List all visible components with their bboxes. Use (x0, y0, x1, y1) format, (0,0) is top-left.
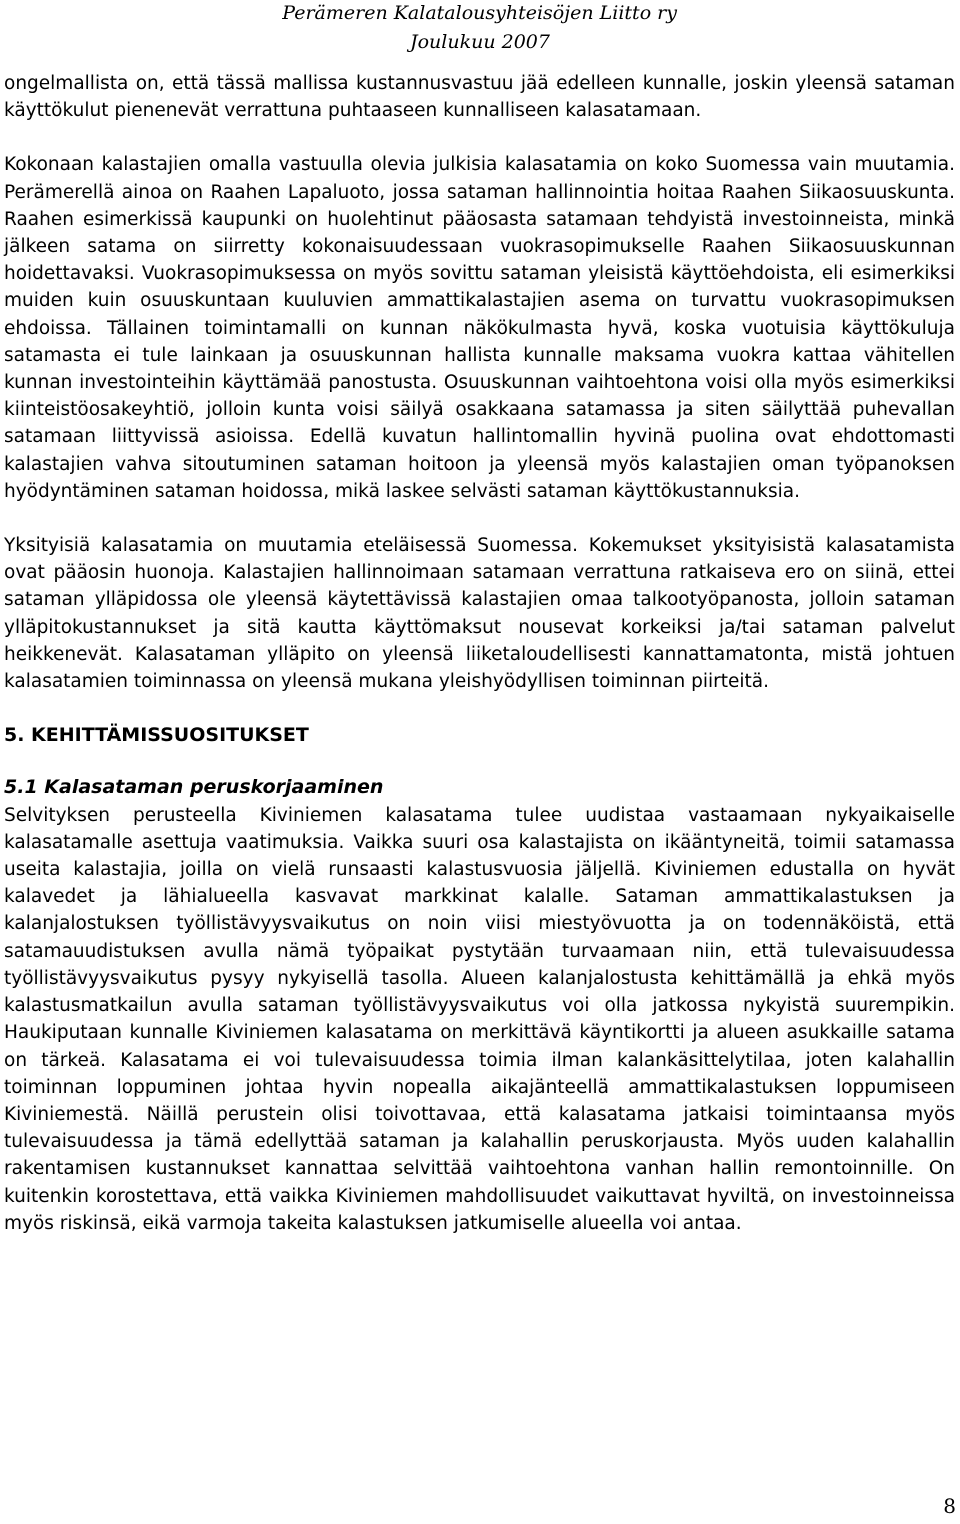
header-date: Joulukuu 2007 (410, 31, 550, 53)
page-header (0, 0, 960, 60)
document-body (4, 70, 955, 1237)
paragraph-4: Selvityksen perusteella Kiviniemen kalasatama tulee uudistaa vastaamaan nykyaikaiselle kalasatamalle asettuja vaatimuksia. Vaikka suuri osa kalastajista on ikääntyneitä, toimii satamassa useita kalastajia, joilla on vielä runsaasti kalastusvuosia jäljellä. Kiviniemen edustalla on hyvät kalavedet ja lähialueella kasvavat markkinat kalalle. Sataman ammattikalastuksen ja kalanjalostuksen työllistävyysvaikutus on noin viisi miestyövuotta ja on todennäköistä, että satamauudistuksen avulla nämä työpaikat pystytään turvaamaan niin, että tulevaisuudessa työllistävyysvaikutus pysyy nykyisellä tasolla. Alueen kalanjalostusta kehittämällä ja ehkä myös kalastusmatkailun avulla sataman työllistävyysvaikutus voi olla jatkossa nykyistä suurempikin. Haukiputaan kunnalle Kiviniemen kalasatama on merkittävä käyntikortti ja alueen asukkaille satama on tärkeä. Kalasatama ei voi tulevaisuudessa toimia ilman kalankäsittelytilaa, joten kalahallin toiminnan loppuminen johtaa hyvin nopealla aikajänteellä ammattikalastuksen loppumiseen Kiviniemestä. Näillä perustein olisi toivottavaa, että kalasatama jatkaisi toimintaansa myös tulevaisuudessa ja tämä edellyttää sataman ja kalahallin peruskorjausta. Myös uuden kalahallin rakentamisen kustannukset kannattaa selvittää vaihtoehtona vanhan hallin remontoinnille. On kuitenkin korostettava, että vaikka Kiviniemen mahdollisuudet vaikuttavat hyviltä, on investoinneissa myös riskinsä, eikä varmoja takeita kalastuksen jatkumiselle alueella voi antaa. (4, 804, 955, 1234)
paragraph-3: Yksityisiä kalasatamia on muutamia eteläisessä Suomessa. Kokemukset yksityisistä kalasatamista ovat pääosin huonoja. Kalastajien hallinnoimaan satamaan verrattuna ratkaiseva ero on siinä, ettei sataman ylläpidossa ole yleensä käytettävissä kalastajien omaa talkootyöpanosta, jolloin sataman ylläpitokustannukset ja sitä kautta käyttömaksut nousevat korkeiksi ja/tai sataman palvelut heikkenevät. Kalasataman ylläpito on yleensä liiketaloudellisesti kannattamatonta, mistä johtuen kalasatamien toiminnassa on yleensä mukana yleishyödyllisen toiminnan piirteitä. (4, 535, 955, 693)
paragraph-2: Kokonaan kalastajien omalla vastuulla olevia julkisia kalasatamia on koko Suomessa vain muutamia. Perämerellä ainoa on Raahen Lapaluoto, jossa sataman hallinnointia hoitaa Raahen Siikaosuuskunta. Raahen esimerkissä kaupunki on huolehtinut pääosasta satamaan tehdyistä investoinneista, minkä jälkeen satama on siirretty kokonaisuudessaan vuokrasopimukselle Raahen Siikaosuuskunnan hoidettavaksi. Vuokrasopimuksessa on myös sovittu sataman yleisistä käyttöehdoista, eli esimerkiksi muiden kuin osuuskuntaan kuuluvien ammattikalastajien asema on turvattu vuokrasopimuksen ehdoissa. Tällainen toimintamalli on kunnan näkökulmasta hyvä, koska vuotuisia käyttökuluja satamasta ei tule lainkaan ja osuuskunnan hallista kunnalle maksama vuokra kattaa vähitellen kunnan investointeihin käyttämää panostusta. Osuuskunnan vaihtoehtona voisi olla myös esimerkiksi kiinteistöosakeyhtiö, jolloin kunta voisi säilyä osakkaana satamassa ja siten säilyttää puhevallan satamaan liittyvissä asioissa. Edellä kuvatun hallintomallin hyvinä puolina ovat ehdottomasti kalastajien vahva sitoutuminen sataman hoitoon ja yleensä myös kalastajien oman työpanoksen hyödyntäminen sataman hoidossa, mikä laskee selvästi sataman käyttökustannuksia. (4, 154, 955, 502)
page-number: 8 (943, 1494, 956, 1518)
section-heading: 5. KEHITTÄMISSUOSITUKSET (4, 724, 309, 747)
header-organization: Perämeren Kalatalousyhteisöjen Liitto ry (282, 2, 677, 24)
subsection-heading: 5.1 Kalasataman peruskorjaaminen (4, 776, 384, 799)
paragraph-1: ongelmallista on, että tässä mallissa kustannusvastuu jää edelleen kunnalle, joskin yleensä sataman käyttökulut pienenevät verrattuna puhtaaseen kunnalliseen kalasatamaan. (4, 73, 955, 122)
